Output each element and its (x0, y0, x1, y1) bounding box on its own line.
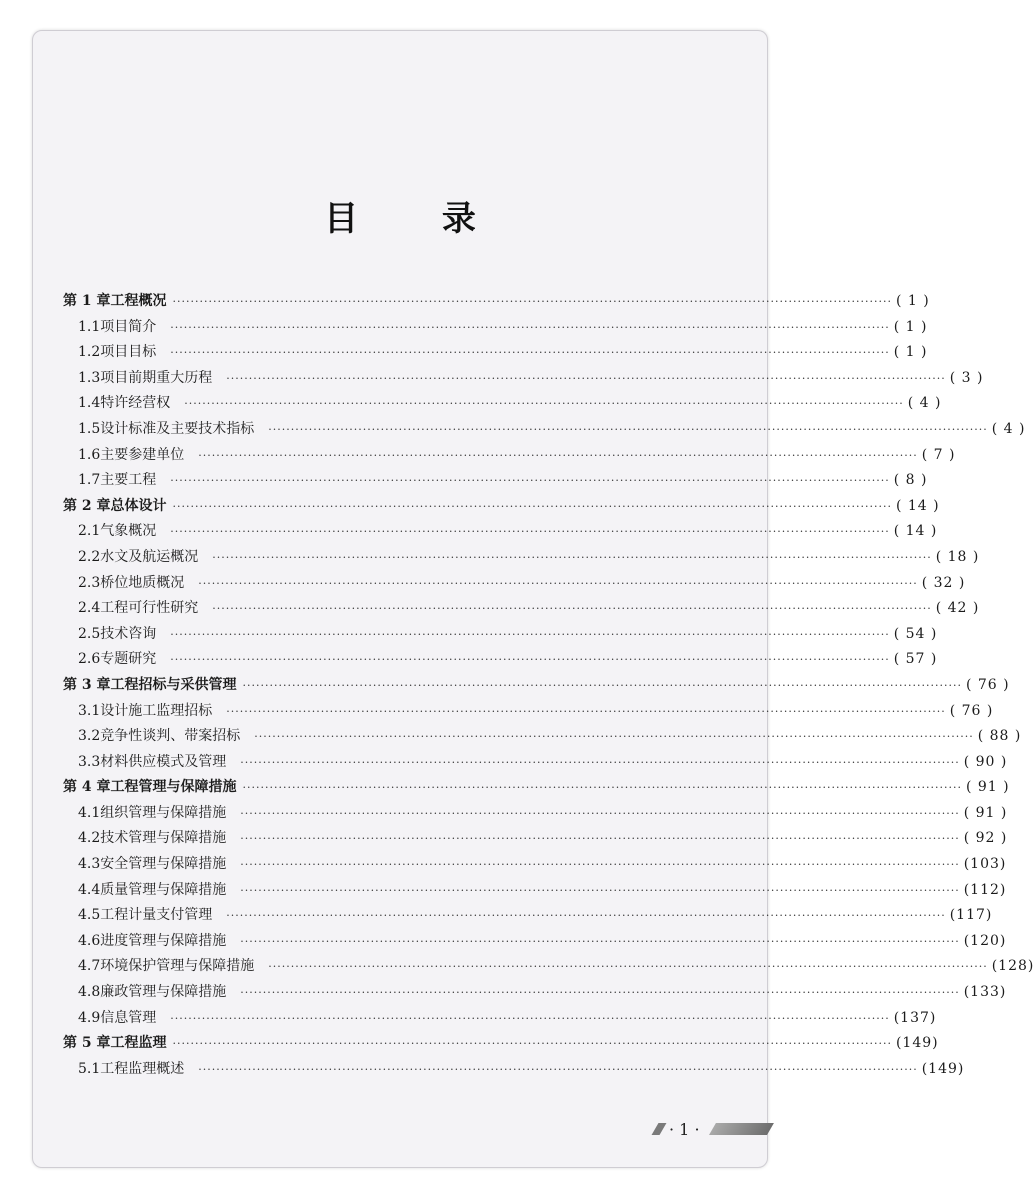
dot-leader: ································································································································································ (242, 678, 962, 692)
entry-number: 3.3 (78, 753, 101, 770)
dot-leader: ································································································································································ (240, 858, 960, 872)
entry-title: 进度管理与保障措施 (100, 932, 227, 949)
entry-number: 第 4 章 (63, 779, 111, 796)
entry-title: 廉政管理与保障措施 (100, 984, 227, 1001)
dot-leader: ································································································································································ (226, 909, 946, 923)
toc-title: 目 录 (324, 199, 512, 239)
dot-leader: ································································································································································ (212, 602, 932, 616)
toc-entry-ch5[interactable] (63, 1031, 939, 1057)
entry-page: ( 1 ) (895, 293, 930, 309)
entry-number: 3.2 (78, 728, 101, 745)
entry-title: 质量管理与保障措施 (100, 881, 227, 898)
entry-number: 1.4 (78, 395, 101, 412)
entry-number: 4.9 (78, 1009, 101, 1026)
entry-page: ( 90 ) (963, 753, 1008, 770)
toc-entry-1-1[interactable] (63, 315, 928, 341)
entry-number: 第 3 章 (63, 676, 111, 693)
dot-leader: ································································································································································ (172, 499, 892, 513)
entry-title: 桥位地质概况 (100, 574, 185, 591)
toc-entry-2-6[interactable] (63, 647, 938, 673)
entry-title: 组织管理与保障措施 (100, 804, 227, 821)
dot-leader: ································································································································································ (240, 806, 960, 820)
entry-title: 特许经营权 (100, 395, 171, 412)
dot-leader: ································································································································································ (268, 960, 988, 974)
dot-leader: ································································································································································ (170, 1011, 890, 1025)
toc-entry-1-7[interactable] (63, 468, 928, 494)
dot-leader: ································································································································································ (240, 832, 960, 846)
entry-title: 总体设计 (110, 497, 167, 514)
entry-page: (149) (921, 1060, 965, 1077)
dot-leader: ································································································································································ (198, 448, 918, 462)
dot-leader: ································································································································································ (254, 730, 974, 744)
entry-page: ( 42 ) (935, 600, 980, 617)
toc-entry-2-1[interactable] (63, 519, 938, 545)
dot-leader: ································································································································································ (240, 934, 960, 948)
dot-leader: ································································································································································ (184, 397, 904, 411)
toc-entry-4-1[interactable] (63, 801, 1008, 827)
entry-page: ( 14 ) (893, 523, 938, 540)
entry-page: (128) (991, 958, 1034, 975)
entry-title: 工程管理与保障措施 (110, 779, 237, 796)
entry-title: 安全管理与保障措施 (100, 856, 227, 873)
entry-number: 1.1 (78, 318, 101, 335)
entry-number: 4.2 (78, 830, 101, 847)
toc-entry-3-1[interactable] (63, 699, 994, 725)
entry-title: 技术咨询 (100, 625, 157, 642)
entry-title: 设计标准及主要技术指标 (100, 420, 255, 437)
entry-title: 项目目标 (100, 344, 157, 361)
entry-number: 第 1 章 (63, 293, 111, 309)
entry-number: 4.7 (78, 958, 101, 975)
dot-leader: ································································································································································ (172, 295, 892, 308)
entry-title: 工程招标与采供管理 (110, 676, 237, 693)
dot-leader: ································································································································································ (242, 781, 962, 795)
entry-title: 气象概况 (100, 523, 157, 540)
entry-number: 4.5 (78, 907, 101, 924)
entry-title: 主要参建单位 (100, 446, 185, 463)
toc-entry-3-3[interactable] (63, 750, 1008, 776)
dot-leader: ································································································································································ (198, 1062, 918, 1076)
entry-page: (117) (949, 907, 993, 924)
toc-entry-4-3[interactable] (63, 852, 1007, 878)
entry-page: ( 32 ) (921, 574, 966, 591)
dot-leader: ································································································································································ (226, 704, 946, 718)
entry-number: 2.1 (78, 523, 101, 540)
toc-entry-ch4[interactable] (63, 775, 1010, 801)
footer-bar (709, 1123, 774, 1135)
entry-number: 1.2 (78, 344, 101, 361)
entry-title: 竞争性谈判、带案招标 (100, 728, 241, 745)
entry-page: ( 4 ) (991, 420, 1026, 437)
toc-entry-1-5[interactable] (63, 417, 1026, 443)
entry-title: 设计施工监理招标 (100, 702, 213, 719)
toc-entry-ch3[interactable] (63, 673, 1010, 699)
entry-title: 专题研究 (100, 651, 157, 668)
entry-number: 1.6 (78, 446, 101, 463)
entry-title: 项目前期重大历程 (100, 369, 213, 386)
entry-page: ( 1 ) (893, 318, 928, 335)
toc-entry-1-6[interactable] (63, 443, 956, 469)
toc-entry-4-8[interactable] (63, 980, 1007, 1006)
entry-title: 环境保护管理与保障措施 (100, 958, 255, 975)
dot-leader: ································································································································································ (240, 755, 960, 769)
entry-page: ( 92 ) (963, 830, 1008, 847)
entry-page: ( 76 ) (965, 676, 1010, 693)
toc-entry-3-2[interactable] (63, 724, 1022, 750)
entry-page: (112) (963, 881, 1007, 898)
entry-number: 5.1 (78, 1060, 101, 1077)
toc-entry-1-4[interactable] (63, 391, 942, 417)
dot-leader: ································································································································································ (170, 653, 890, 667)
entry-page: (120) (963, 932, 1007, 949)
entry-title: 工程监理概述 (100, 1060, 185, 1077)
entry-title: 工程计量支付管理 (100, 907, 213, 924)
entry-number: 4.6 (78, 932, 101, 949)
dot-leader: ································································································································································ (170, 346, 890, 360)
entry-number: 4.3 (78, 856, 101, 873)
dot-leader: ································································································································································ (170, 627, 890, 641)
entry-title: 水文及航运概况 (100, 548, 199, 565)
entry-page: (103) (963, 856, 1007, 873)
entry-page: ( 76 ) (949, 702, 994, 719)
dot-leader: ································································································································································ (170, 474, 890, 488)
entry-page: ( 3 ) (949, 369, 984, 386)
entry-number: 4.1 (78, 804, 101, 821)
entry-number: 3.1 (78, 702, 101, 719)
entry-page: ( 91 ) (965, 779, 1010, 796)
dot-leader: ································································································································································ (226, 371, 946, 385)
toc-entry-4-7[interactable] (63, 954, 1034, 980)
entry-title: 信息管理 (100, 1009, 157, 1026)
dot-leader: ································································································································································ (240, 883, 960, 897)
entry-number: 2.4 (78, 600, 101, 617)
dot-leader: ································································································································································ (170, 525, 890, 539)
toc-entry-1-3[interactable] (63, 366, 984, 392)
entry-number: 第 2 章 (63, 497, 111, 514)
entry-title: 材料供应模式及管理 (100, 753, 227, 770)
entry-title: 技术管理与保障措施 (100, 830, 227, 847)
entry-number: 1.7 (78, 472, 101, 489)
toc-entry-2-3[interactable] (63, 571, 966, 597)
entry-page: ( 1 ) (893, 344, 928, 361)
toc-entry-2-5[interactable] (63, 622, 938, 648)
entry-title: 工程概况 (110, 293, 167, 309)
entry-page: ( 57 ) (893, 651, 938, 668)
entry-title: 项目简介 (100, 318, 157, 335)
entry-page: ( 8 ) (893, 472, 928, 489)
entry-title: 工程可行性研究 (100, 600, 199, 617)
dot-leader: ································································································································································ (172, 1037, 892, 1051)
entry-number: 第 5 章 (63, 1035, 111, 1052)
page-footer (647, 1119, 767, 1141)
dot-leader: ································································································································································ (170, 320, 890, 334)
toc-entry-4-4[interactable] (63, 878, 1007, 904)
entry-page: (137) (893, 1009, 937, 1026)
toc-entry-4-2[interactable] (63, 826, 1008, 852)
toc-entry-4-6[interactable] (63, 929, 1007, 955)
entry-title: 主要工程 (100, 472, 157, 489)
toc-entry-ch2[interactable] (63, 494, 940, 520)
entry-page: ( 14 ) (895, 497, 940, 514)
page-number: · 1 · (669, 1120, 700, 1139)
toc-entry-1-2[interactable] (63, 340, 928, 366)
dot-leader: ································································································································································ (240, 986, 960, 1000)
entry-page: ( 88 ) (977, 728, 1022, 745)
entry-title: 工程监理 (110, 1035, 167, 1052)
entry-number: 4.8 (78, 984, 101, 1001)
entry-number: 1.5 (78, 420, 101, 437)
entry-number: 2.6 (78, 651, 101, 668)
entry-page: ( 7 ) (921, 446, 956, 463)
toc-entry-ch1[interactable] (63, 289, 930, 315)
entry-number: 2.5 (78, 625, 101, 642)
toc-entry-4-9[interactable] (63, 1006, 937, 1032)
entry-number: 2.3 (78, 574, 101, 591)
entry-number: 1.3 (78, 369, 101, 386)
toc-entry-4-5[interactable] (63, 903, 993, 929)
toc-list (63, 289, 1034, 1082)
document-page (32, 30, 1034, 1168)
toc-entry-5-1[interactable] (63, 1057, 965, 1083)
dot-leader: ································································································································································ (198, 576, 918, 590)
entry-page: ( 18 ) (935, 548, 980, 565)
entry-number: 2.2 (78, 548, 101, 565)
entry-page: (149) (895, 1035, 939, 1052)
entry-page: ( 54 ) (893, 625, 938, 642)
dot-leader: ································································································································································ (212, 550, 932, 564)
entry-number: 4.4 (78, 881, 101, 898)
toc-entry-2-4[interactable] (63, 596, 980, 622)
footer-mark (652, 1123, 667, 1135)
dot-leader: ································································································································································ (268, 422, 988, 436)
entry-page: ( 91 ) (963, 804, 1008, 821)
entry-page: (133) (963, 984, 1007, 1001)
entry-page: ( 4 ) (907, 395, 942, 412)
toc-entry-2-2[interactable] (63, 545, 980, 571)
